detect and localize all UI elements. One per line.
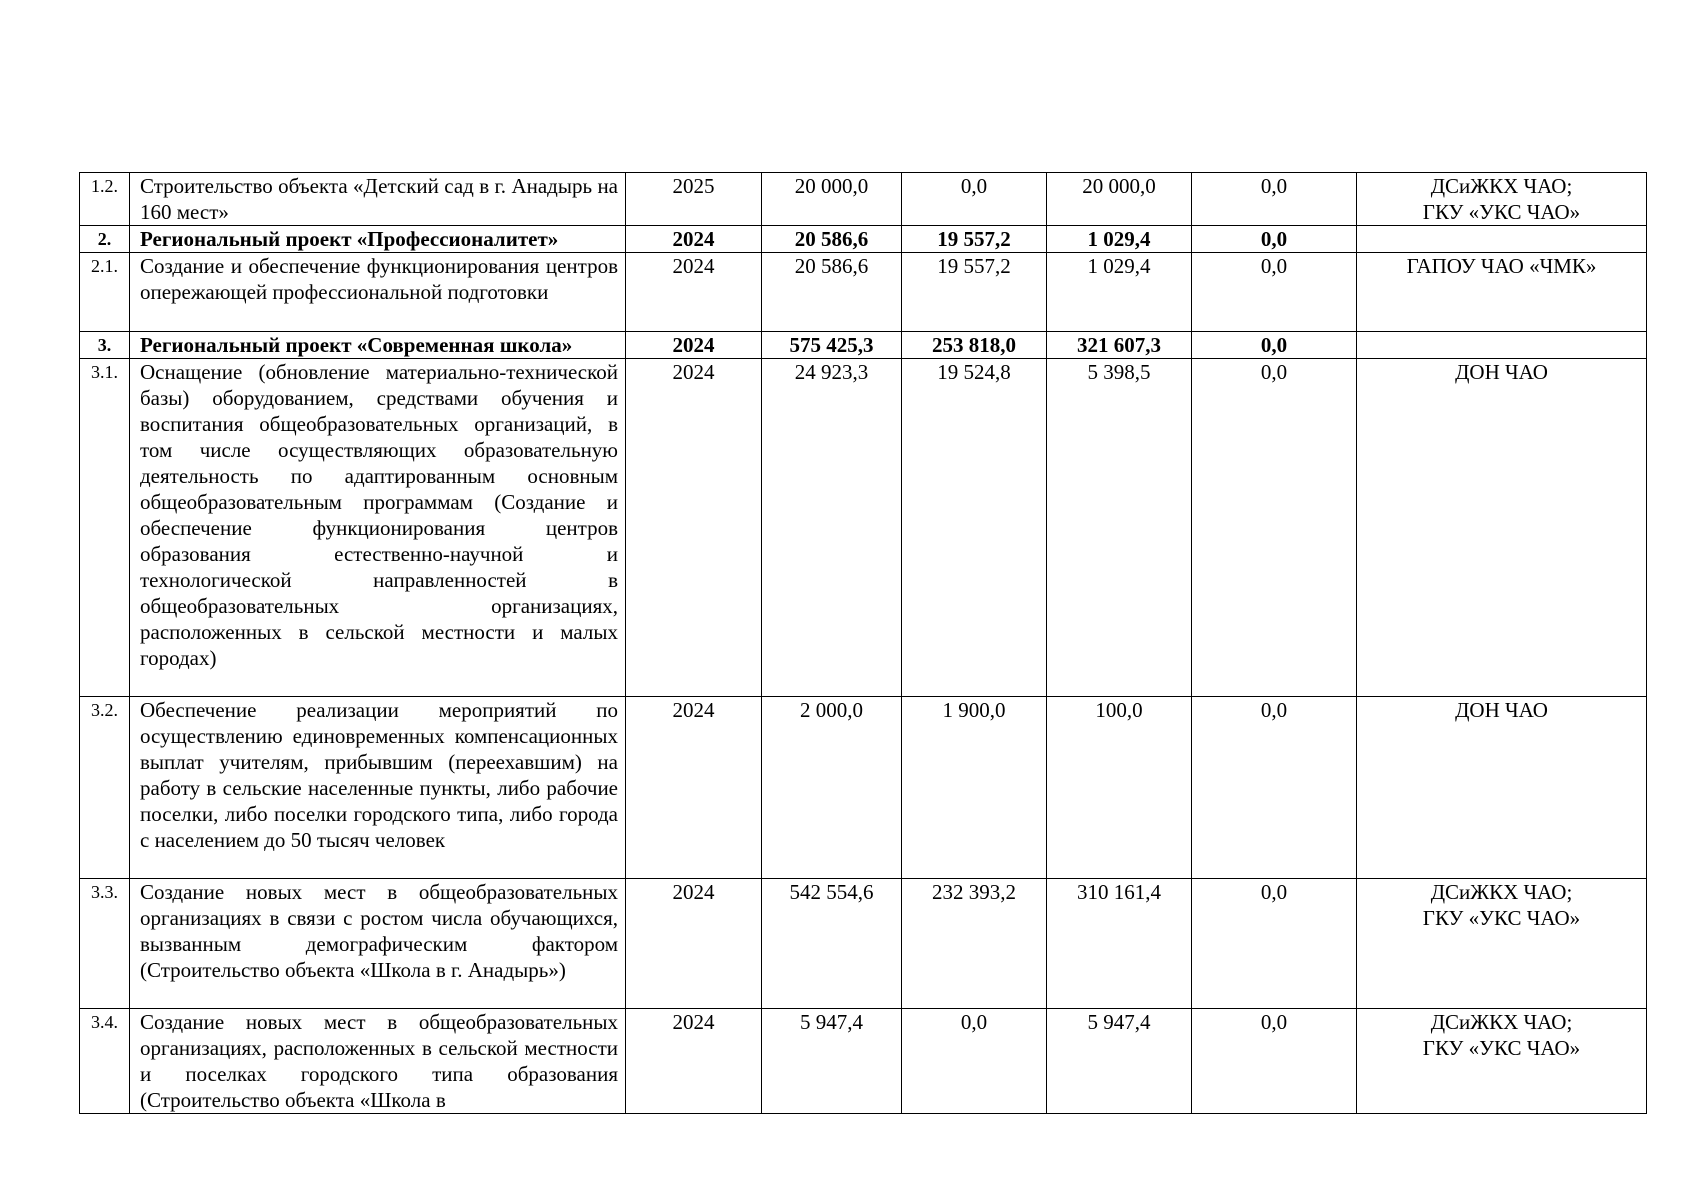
year-cell: 2024 (626, 879, 762, 1009)
total-amount-cell: 20 586,6 (762, 226, 902, 253)
federal-budget-cell: 19 557,2 (902, 253, 1047, 332)
row-number: 3.3. (80, 879, 130, 1009)
regional-budget-cell: 5 398,5 (1047, 359, 1192, 697)
executor-line: ГКУ «УКС ЧАО» (1422, 906, 1581, 930)
other-sources-cell: 0,0 (1192, 173, 1357, 226)
federal-budget-cell: 19 557,2 (902, 226, 1047, 253)
executor-cell (1357, 332, 1647, 359)
executor-cell (1357, 173, 1647, 226)
total-amount-cell: 575 425,3 (762, 332, 902, 359)
executor-line: ДСиЖКХ ЧАО; (1430, 880, 1573, 904)
federal-budget-cell: 232 393,2 (902, 879, 1047, 1009)
total-amount-cell: 542 554,6 (762, 879, 902, 1009)
executor-cell (1357, 359, 1647, 697)
federal-budget-cell: 1 900,0 (902, 697, 1047, 879)
regional-budget-cell: 1 029,4 (1047, 253, 1192, 332)
executor-line: ДСиЖКХ ЧАО; (1430, 174, 1573, 198)
federal-budget-cell: 0,0 (902, 1009, 1047, 1114)
executor-cell (1357, 253, 1647, 332)
regional-budget-cell: 5 947,4 (1047, 1009, 1192, 1114)
total-amount-cell: 24 923,3 (762, 359, 902, 697)
program-funding-table (79, 172, 1647, 1114)
year-cell: 2025 (626, 173, 762, 226)
table-row (80, 359, 1647, 697)
other-sources-cell: 0,0 (1192, 1009, 1357, 1114)
row-number: 2. (80, 226, 130, 253)
executor-cell (1357, 697, 1647, 879)
table-row (80, 697, 1647, 879)
total-amount-cell: 20 586,6 (762, 253, 902, 332)
activity-name: Обеспечение реализации мероприятий по осуществлению единовременных компенсационных выплат учителям, прибывшим (переехавшим) на работу в сельские населенные пункты, либо рабочие поселки, либо поселки городского типа, либо города с населением до 50 тысяч человек (130, 697, 626, 879)
executor-cell (1357, 226, 1647, 253)
regional-budget-cell: 20 000,0 (1047, 173, 1192, 226)
total-amount-cell: 2 000,0 (762, 697, 902, 879)
activity-name: Строительство объекта «Детский сад в г. Анадырь на 160 мест» (130, 173, 626, 226)
total-amount-cell: 20 000,0 (762, 173, 902, 226)
row-number: 3.2. (80, 697, 130, 879)
row-number: 1.2. (80, 173, 130, 226)
activity-name: Создание новых мест в общеобразовательных организациях в связи с ростом числа обучающихся, вызванным демографическим фактором (Строительство объекта «Школа в г. Анадырь») (130, 879, 626, 1009)
total-amount-cell: 5 947,4 (762, 1009, 902, 1114)
table-row (80, 226, 1647, 253)
year-cell: 2024 (626, 253, 762, 332)
year-cell: 2024 (626, 226, 762, 253)
executor-cell (1357, 879, 1647, 1009)
federal-budget-cell: 253 818,0 (902, 332, 1047, 359)
activity-name: Региональный проект «Современная школа» (130, 332, 626, 359)
year-cell: 2024 (626, 359, 762, 697)
year-cell: 2024 (626, 697, 762, 879)
activity-name: Создание новых мест в общеобразовательных организациях, расположенных в сельской местности и поселках городского типа образования (Строительство объекта «Школа в (130, 1009, 626, 1114)
executor-line: ГАПОУ ЧАО «ЧМК» (1406, 254, 1597, 278)
executor-cell (1357, 1009, 1647, 1114)
table-row (80, 879, 1647, 1009)
regional-budget-cell: 1 029,4 (1047, 226, 1192, 253)
federal-budget-cell: 0,0 (902, 173, 1047, 226)
executor-line: ГКУ «УКС ЧАО» (1422, 1036, 1581, 1060)
federal-budget-cell: 19 524,8 (902, 359, 1047, 697)
row-number: 3.4. (80, 1009, 130, 1114)
table-row (80, 173, 1647, 226)
regional-budget-cell: 310 161,4 (1047, 879, 1192, 1009)
table-row (80, 253, 1647, 332)
executor-line: ДОН ЧАО (1455, 360, 1548, 384)
other-sources-cell: 0,0 (1192, 226, 1357, 253)
other-sources-cell: 0,0 (1192, 697, 1357, 879)
executor-line: ГКУ «УКС ЧАО» (1422, 200, 1581, 224)
year-cell: 2024 (626, 1009, 762, 1114)
other-sources-cell: 0,0 (1192, 253, 1357, 332)
regional-budget-cell: 321 607,3 (1047, 332, 1192, 359)
table-row (80, 332, 1647, 359)
table-row (80, 1009, 1647, 1114)
other-sources-cell: 0,0 (1192, 879, 1357, 1009)
regional-budget-cell: 100,0 (1047, 697, 1192, 879)
activity-name: Оснащение (обновление материально-технической базы) оборудованием, средствами обучения и воспитания общеобразовательных организаций, в том числе осуществляющих образовательную деятельность по адаптированным основным общеобразовательным программам (Создание и обеспечение функционирования центров образования естественно-научной и технологической направленностей в общеобразовательных организациях, расположенных в сельской местности и малых городах) (130, 359, 626, 697)
activity-name: Региональный проект «Профессионалитет» (130, 226, 626, 253)
row-number: 3.1. (80, 359, 130, 697)
executor-line: ДСиЖКХ ЧАО; (1430, 1010, 1573, 1034)
activity-name: Создание и обеспечение функционирования центров опережающей профессиональной подготовки (130, 253, 626, 332)
row-number: 3. (80, 332, 130, 359)
row-number: 2.1. (80, 253, 130, 332)
executor-line: ДОН ЧАО (1455, 698, 1548, 722)
other-sources-cell: 0,0 (1192, 359, 1357, 697)
year-cell: 2024 (626, 332, 762, 359)
other-sources-cell: 0,0 (1192, 332, 1357, 359)
